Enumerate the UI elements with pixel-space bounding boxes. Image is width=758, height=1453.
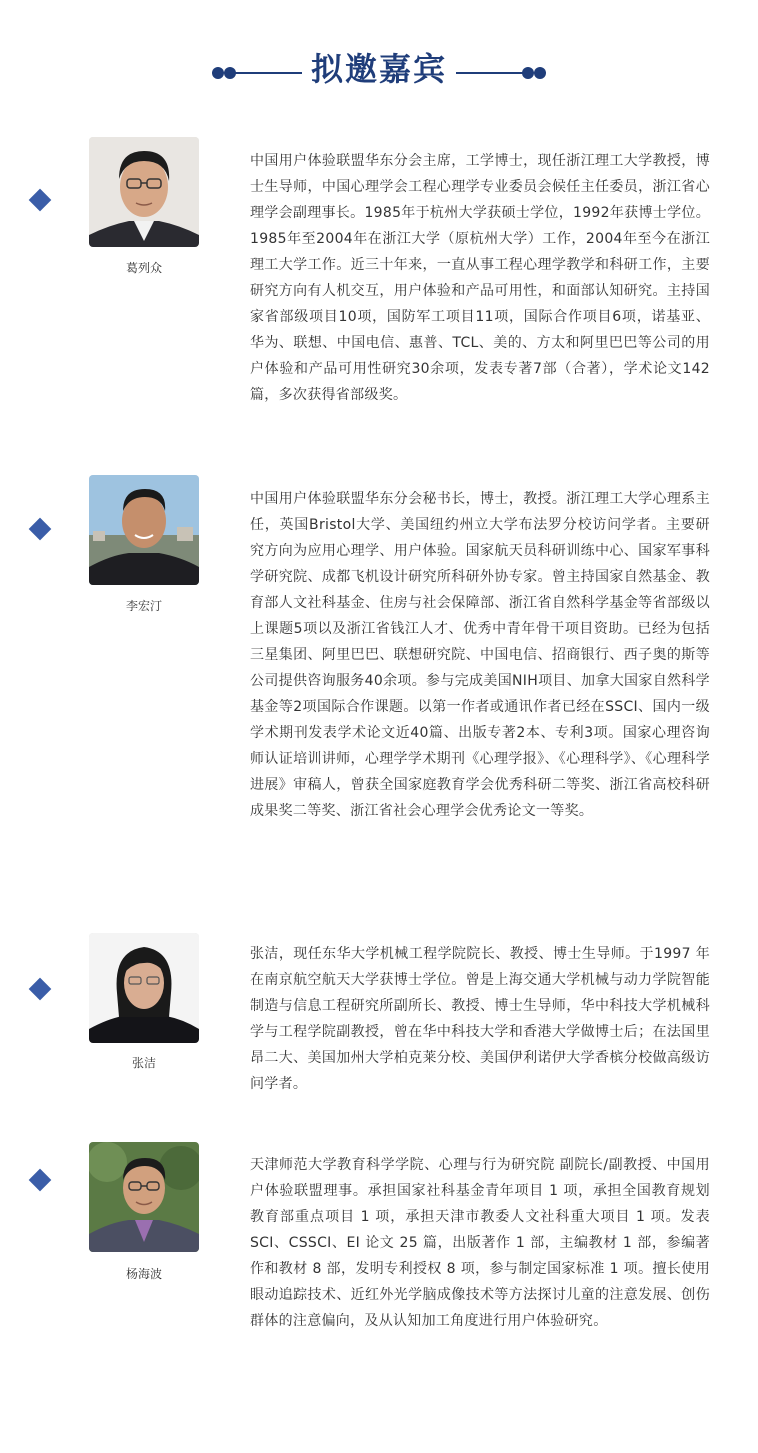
guest-photo	[89, 475, 199, 585]
diamond-bullet-icon	[29, 189, 52, 212]
title-decoration-right	[456, 64, 548, 82]
guest-name: 杨海波	[125, 1267, 162, 1281]
guest-bio: 中国用户体验联盟华东分会主席，工学博士，现任浙江理工大学教授，博士生导师，中国心理学会工程心理学专业委员会候任主任委员，浙江省心理学会副理事长。1985年于杭州大学获硕士学位，1992年获博士学位。1985年至2004年在浙江大学（原杭州大学）工作，2004年至今在浙江理工大学工作。近三十年来，一直从事工程心理学教学和科研工作，主要研究方向有人机交互，用户体验和产品可用性，和面部认知研究。主持国家省部级项目10项，国防军工项目11项，国际合作项目6项，诺基亚、华为、联想、中国电信、惠普、TCL、美的、方太和阿里巴巴等公司的用户体验和产品可用性研究30余项，发表专著7部（合著），学术论文142篇，多次获得省部级奖。	[250, 153, 710, 403]
guest-bio: 张洁，现任东华大学机械工程学院院长、教授、博士生导师。于1997 年在南京航空航天大学获博士学位。曾是上海交通大学机械与动力学院智能制造与信息工程研究所副所长、教授、博士生导师，华中科技大学机械科学与工程学院副教授，曾在华中科技大学和香港大学做博士后；在法国里昂二大、美国加州大学柏克莱分校、美国伊利诺伊大学香槟分校做高级访问学者。	[250, 946, 710, 1092]
guest-name: 葛列众	[125, 261, 162, 275]
section-header	[0, 40, 758, 96]
guest-name: 张洁	[131, 1056, 156, 1070]
guest-photo	[89, 1142, 199, 1252]
guest-name: 李宏汀	[125, 599, 162, 613]
diamond-bullet-icon	[29, 1169, 52, 1192]
diamond-bullet-icon	[29, 978, 52, 1001]
title-decoration-left	[210, 64, 302, 82]
guest-photo	[89, 933, 199, 1043]
guest-bio: 中国用户体验联盟华东分会秘书长，博士，教授。浙江理工大学心理系主任，英国Bristol大学、美国纽约州立大学布法罗分校访问学者。主要研究方向为应用心理学、用户体验。国家航天员科研训练中心、国家军事科学研究院、成都飞机设计研究所科研外协专家。曾主持国家自然基金、教育部人文社科基金、住房与社会保障部、浙江省自然科学基金等省部级以上课题5项以及浙江省钱江人才、优秀中青年骨干项目资助。已经为包括三星集团、阿里巴巴、联想研究院、中国电信、招商银行、西子奥的斯等公司提供咨询服务40余项。参与完成美国NIH项目、加拿大国家自然科学基金等2项国际合作课题。以第一作者或通讯作者已经在SSCI、国内一级学术期刊发表学术论文近40篇、出版专著2本、专利3项。国家心理咨询师认证培训讲师，心理学学术期刊《心理学报》、《心理科学》、《心理科学进展》审稿人，曾获全国家庭教育学会优秀科研二等奖、浙江省高校科研成果奖二等奖、浙江省社会心理学会优秀论文一等奖。	[250, 491, 710, 819]
guest-photo	[89, 137, 199, 247]
diamond-bullet-icon	[29, 518, 52, 541]
guest-bio: 天津师范大学教育科学学院、心理与行为研究院 副院长/副教授、中国用户体验联盟理事。承担国家社科基金青年项目 1 项，承担全国教育规划教育部重点项目 1 项，承担天津市教委人文社科重大项目 1 项。发表 SCI、CSSCI、EI 论文 25 篇，出版著作 1 部，主编教材 1 部，参编著作和教材 8 部，发明专利授权 8 项，参与制定国家标准 1 项。擅长使用眼动追踪技术、近红外光学脑成像技术等方法探讨儿童的注意发展、创伤群体的注意偏向，及从认知加工角度进行用户体验研究。	[250, 1157, 710, 1329]
page-title: 拟邀嘉宾	[310, 50, 447, 88]
